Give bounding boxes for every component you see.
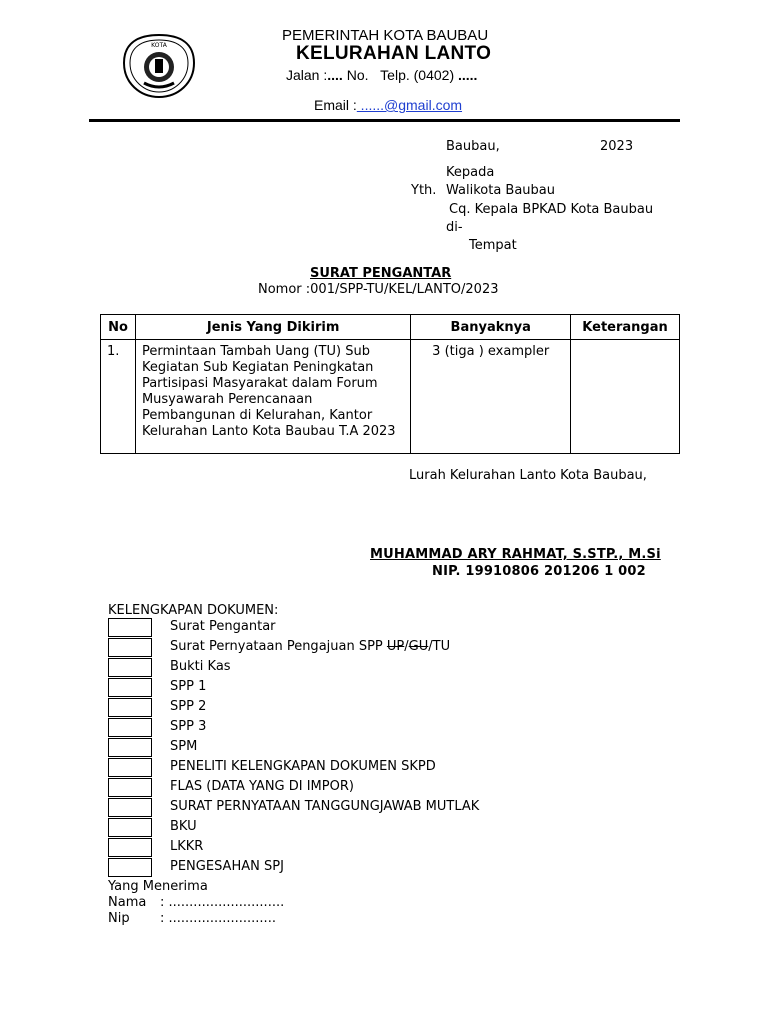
document-table <box>100 314 680 454</box>
checklist-title: KELENGKAPAN DOKUMEN: <box>108 603 279 618</box>
receiver-nip-label: Nip <box>108 911 130 926</box>
recipient-yth: Yth. <box>411 183 437 198</box>
signatory-position: Lurah Kelurahan Lanto Kota Baubau, <box>409 468 647 483</box>
checkbox[interactable] <box>108 618 152 637</box>
city-emblem-logo <box>122 33 196 99</box>
receiver-title: Yang Menerima <box>108 879 208 894</box>
receiver-nip-field[interactable]: : .......................... <box>160 911 276 926</box>
checkbox[interactable] <box>108 818 152 837</box>
checkbox[interactable] <box>108 638 152 657</box>
signatory-nip: NIP. 19910806 201206 1 002 <box>432 564 646 579</box>
cell-jenis: Permintaan Tambah Uang (TU) Sub Kegiatan Sub Kegiatan Peningkatan Partisipasi Masyarakat dalam Forum Musyawarah Perencanaan Pembangunan di Kelurahan, Kantor Kelurahan Lanto Kota Baubau T.A 2023 <box>135 340 410 454</box>
table-row <box>101 340 680 454</box>
recipient-kepada: Kepada <box>446 165 495 180</box>
checkbox[interactable] <box>108 718 152 737</box>
receiver-nama-field[interactable]: : ............................ <box>160 895 285 910</box>
receiver-nama-label: Nama <box>108 895 147 910</box>
recipient-line4: Tempat <box>469 238 517 253</box>
letter-number: Nomor :001/SPP-TU/KEL/LANTO/2023 <box>258 282 499 297</box>
cell-no: 1. <box>101 340 136 454</box>
col-header-banyak: Banyaknya <box>411 315 571 340</box>
checkbox[interactable] <box>108 838 152 857</box>
table-header-row <box>101 315 680 340</box>
col-header-no: No <box>101 315 136 340</box>
email-line: Email : ......@gmail.com <box>314 97 463 113</box>
checkbox[interactable] <box>108 698 152 717</box>
letter-title: SURAT PENGANTAR <box>310 266 452 281</box>
logo-text: KOTA <box>151 42 167 49</box>
checkbox[interactable] <box>108 778 152 797</box>
checkbox[interactable] <box>108 798 152 817</box>
recipient-line1: Walikota Baubau <box>446 183 556 198</box>
checkbox[interactable] <box>108 658 152 677</box>
checkbox[interactable] <box>108 858 152 877</box>
cell-banyak: 3 (tiga ) exampler <box>411 340 571 454</box>
signatory-name: MUHAMMAD ARY RAHMAT, S.STP., M.Si <box>370 547 661 562</box>
letter-city: Baubau, <box>446 139 500 154</box>
checkbox[interactable] <box>108 738 152 757</box>
checkbox[interactable] <box>108 758 152 777</box>
checkbox[interactable] <box>108 678 152 697</box>
letter-year: 2023 <box>600 139 634 154</box>
col-header-keterangan: Keterangan <box>571 315 680 340</box>
recipient-line2: Cq. Kepala BPKAD Kota Baubau <box>449 202 654 217</box>
col-header-jenis: Jenis Yang Dikirim <box>135 315 410 340</box>
government-name: PEMERINTAH KOTA BAUBAU <box>282 27 489 44</box>
office-name: KELURAHAN LANTO <box>296 43 492 64</box>
recipient-line3: di- <box>446 220 463 235</box>
cell-keterangan <box>571 340 680 454</box>
address-line: Jalan :.... No. Telp. (0402) ..... <box>286 67 478 83</box>
email-link[interactable]: ......@gmail.com <box>356 97 463 113</box>
header-divider <box>89 119 680 122</box>
